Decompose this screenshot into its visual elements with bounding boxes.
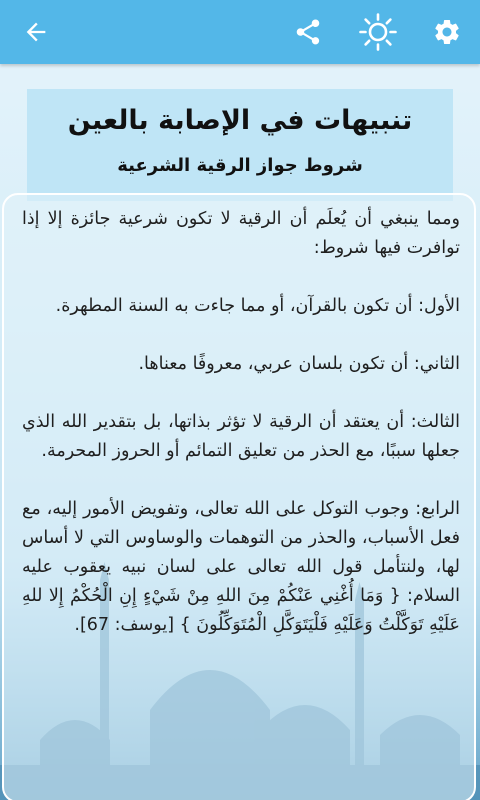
paragraph-condition-3: الثالث: أن يعتقد أن الرقية لا تؤثر بذاتها، بل بتقدير الله الذي جعلها سببًا، مع الحذر من تعليق التمائم أو الحروز المحرمة. bbox=[22, 412, 460, 461]
arrow-back-icon bbox=[22, 18, 50, 46]
page-subtitle: شروط جواز الرقية الشرعية bbox=[117, 155, 363, 176]
article-card bbox=[2, 193, 476, 800]
brightness-button[interactable] bbox=[354, 8, 402, 56]
paragraph-condition-4: الرابع: وجوب التوكل على الله تعالى، وتفويض الأمور إليه، مع فعل الأسباب، والحذر من التوهمات والوساوس التي لا أساس لها، ولنتأمل قول الله تعالى على لسان نبيه يعقوب عليه السلام: { وَمَا أُغْنِي عَنْكُمْ مِنَ اللهِ مِنْ شَيْءٍ إِنِ الْحُكْمُ إِلا للهِ عَلَيْهِ تَوَكَّلْتُ وَعَلَيْهِ فَلْيَتَوَكَّلِ الْمُتَوَكِّلُونَ } [يوسف: 67]. bbox=[22, 499, 460, 635]
share-icon bbox=[293, 17, 323, 47]
gear-icon bbox=[432, 17, 462, 47]
page-title: تنبيهات في الإصابة بالعين bbox=[67, 105, 413, 136]
title-card bbox=[27, 89, 453, 201]
app-bar bbox=[0, 0, 480, 64]
share-button[interactable] bbox=[284, 8, 332, 56]
paragraph-intro: ومما ينبغي أن يُعلَم أن الرقية لا تكون شرعية جائزة إلا إذا توافرت فيها شروط: bbox=[22, 209, 460, 258]
settings-button[interactable] bbox=[423, 8, 471, 56]
paragraph-condition-2: الثاني: أن تكون بلسان عربي، معروفًا معناها. bbox=[138, 354, 460, 374]
article-body[interactable] bbox=[22, 205, 460, 669]
back-button[interactable] bbox=[12, 8, 60, 56]
paragraph-condition-1: الأول: أن تكون بالقرآن، أو مما جاءت به السنة المطهرة. bbox=[55, 296, 460, 316]
brightness-icon bbox=[358, 12, 398, 52]
